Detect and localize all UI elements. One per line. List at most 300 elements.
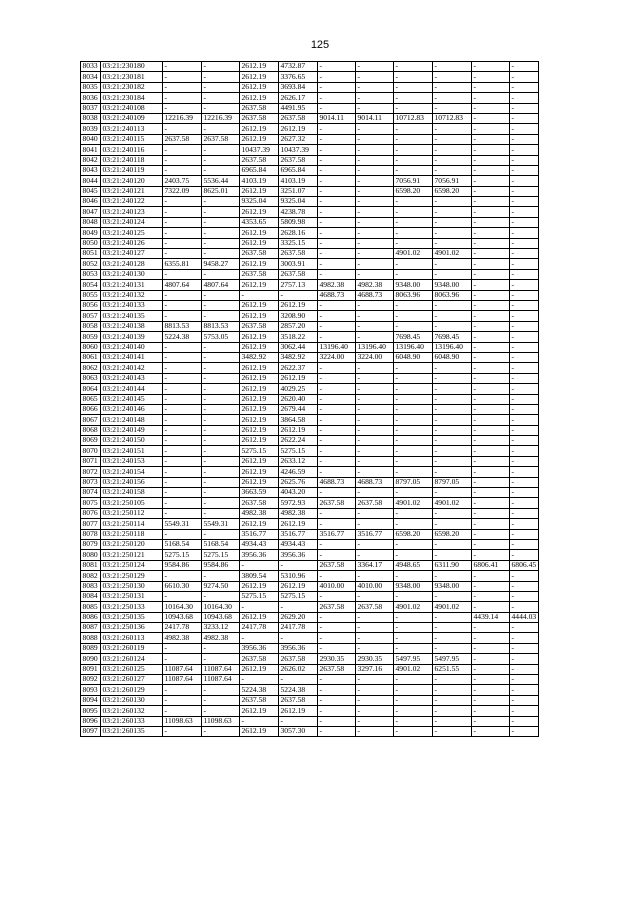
table-cell-c2: - (202, 643, 240, 653)
table-row (81, 519, 539, 529)
table-cell-c2: - (202, 654, 240, 664)
table-cell-id: 8039 (81, 124, 101, 134)
table-cell-c4: - (279, 633, 318, 643)
table-cell-code: 03:21:230180 (101, 62, 163, 72)
table-cell-c10: - (510, 675, 539, 685)
table-cell-c6: 3364.17 (356, 560, 394, 570)
table-cell-c1: - (163, 290, 202, 300)
table-row (81, 695, 539, 705)
table-cell-c6: - (356, 488, 394, 498)
table-cell-c9: - (472, 727, 510, 737)
table-cell-c3: 3482.92 (240, 352, 279, 362)
table-cell-c9: - (472, 550, 510, 560)
table-cell-c1: - (163, 415, 202, 425)
table-cell-c1: - (163, 591, 202, 601)
table-cell-c7: - (394, 311, 433, 321)
table-cell-c9: - (472, 456, 510, 466)
table-cell-c4: 4238.78 (279, 207, 318, 217)
table-cell-c6: 4982.38 (356, 280, 394, 290)
table-cell-c6: - (356, 643, 394, 653)
table-cell-c6: - (356, 238, 394, 248)
table-cell-c7: 10712.83 (394, 113, 433, 123)
table-cell-c7: - (394, 612, 433, 622)
table-cell-c7: - (394, 217, 433, 227)
table-cell-c7: - (394, 623, 433, 633)
table-cell-c1: 4982.38 (163, 633, 202, 643)
table-cell-c8: - (433, 550, 472, 560)
table-cell-c10: - (510, 134, 539, 144)
table-cell-c6: - (356, 186, 394, 196)
table-cell-c5: - (318, 259, 356, 269)
table-cell-c10: - (510, 321, 539, 331)
table-body (81, 62, 539, 737)
table-cell-c8: 4901.02 (433, 602, 472, 612)
table-cell-c4: 3482.92 (279, 352, 318, 362)
table-cell-c10: - (510, 643, 539, 653)
table-cell-c1: - (163, 72, 202, 82)
table-cell-code: 03:21:240133 (101, 300, 163, 310)
table-cell-code: 03:21:240120 (101, 176, 163, 186)
table-cell-c10: - (510, 571, 539, 581)
table-cell-c1: - (163, 488, 202, 498)
table-cell-c7: - (394, 436, 433, 446)
table-cell-c10: - (510, 508, 539, 518)
table-cell-c6: - (356, 321, 394, 331)
table-cell-c7: - (394, 394, 433, 404)
table-cell-c3: 2637.58 (240, 113, 279, 123)
table-cell-c9: - (472, 436, 510, 446)
table-cell-c8: - (433, 508, 472, 518)
table-cell-c3: - (240, 675, 279, 685)
table-cell-c2: 2637.58 (202, 134, 240, 144)
table-cell-c9: - (472, 477, 510, 487)
table-cell-c9: - (472, 519, 510, 529)
table-cell-id: 8072 (81, 467, 101, 477)
table-cell-c5: - (318, 633, 356, 643)
table-cell-c6: - (356, 155, 394, 165)
table-cell-c9: - (472, 664, 510, 674)
table-cell-c10: - (510, 269, 539, 279)
table-cell-c6: - (356, 217, 394, 227)
table-cell-c2: 5536.44 (202, 176, 240, 186)
table-row (81, 300, 539, 310)
table-row (81, 415, 539, 425)
table-cell-c6: - (356, 197, 394, 207)
table-cell-c8: - (433, 300, 472, 310)
table-cell-c1: - (163, 269, 202, 279)
table-cell-id: 8089 (81, 643, 101, 653)
table-cell-c7: - (394, 93, 433, 103)
table-cell-c1: - (163, 508, 202, 518)
table-cell-id: 8054 (81, 280, 101, 290)
table-cell-c7: - (394, 508, 433, 518)
table-cell-c6: - (356, 176, 394, 186)
table-cell-c2: 5753.05 (202, 332, 240, 342)
table-cell-c1: 4807.64 (163, 280, 202, 290)
table-cell-c5: - (318, 124, 356, 134)
table-cell-c2: - (202, 82, 240, 92)
table-cell-c10: - (510, 280, 539, 290)
table-cell-c3: 2637.58 (240, 269, 279, 279)
table-cell-c10: - (510, 654, 539, 664)
table-cell-c8: - (433, 685, 472, 695)
table-cell-c9: - (472, 467, 510, 477)
table-cell-code: 03:21:240154 (101, 467, 163, 477)
table-cell-code: 03:21:240130 (101, 269, 163, 279)
table-cell-c9: - (472, 103, 510, 113)
table-cell-c3: 3516.77 (240, 529, 279, 539)
table-cell-c4: 2612.19 (279, 425, 318, 435)
table-cell-c2: - (202, 145, 240, 155)
table-cell-code: 03:21:250121 (101, 550, 163, 560)
table-cell-c3: 2612.19 (240, 228, 279, 238)
table-cell-c1: - (163, 654, 202, 664)
table-cell-c9: - (472, 124, 510, 134)
table-cell-id: 8084 (81, 591, 101, 601)
table-cell-c4: - (279, 290, 318, 300)
table-cell-c4: 2625.76 (279, 477, 318, 487)
table-cell-c8: - (433, 134, 472, 144)
table-row (81, 280, 539, 290)
table-cell-c10: - (510, 290, 539, 300)
table-cell-c8: 5497.95 (433, 654, 472, 664)
table-cell-c10: - (510, 623, 539, 633)
table-cell-c8: - (433, 539, 472, 549)
table-cell-c10: - (510, 477, 539, 487)
table-cell-c1: 5549.31 (163, 519, 202, 529)
table-cell-c8: 4901.02 (433, 498, 472, 508)
table-cell-c6: - (356, 332, 394, 342)
table-cell-c7: 9348.00 (394, 280, 433, 290)
table-cell-c10: - (510, 145, 539, 155)
table-cell-c8: - (433, 363, 472, 373)
table-cell-id: 8046 (81, 197, 101, 207)
table-cell-c1: - (163, 706, 202, 716)
table-cell-code: 03:21:250118 (101, 529, 163, 539)
table-cell-c2: - (202, 373, 240, 383)
table-cell-c5: - (318, 539, 356, 549)
table-cell-c7: - (394, 269, 433, 279)
table-cell-id: 8040 (81, 134, 101, 144)
table-cell-c8: - (433, 623, 472, 633)
table-cell-code: 03:21:260132 (101, 706, 163, 716)
table-cell-c10: - (510, 62, 539, 72)
table-cell-c9: - (472, 508, 510, 518)
table-row (81, 373, 539, 383)
table-cell-id: 8096 (81, 716, 101, 726)
table-cell-c5: 4982.38 (318, 280, 356, 290)
table-cell-c9: - (472, 716, 510, 726)
table-row (81, 207, 539, 217)
table-cell-c7: - (394, 591, 433, 601)
table-cell-c9: - (472, 602, 510, 612)
table-cell-c1: - (163, 238, 202, 248)
table-cell-c3: 2612.19 (240, 311, 279, 321)
table-cell-c9: - (472, 113, 510, 123)
table-cell-c4: 10437.39 (279, 145, 318, 155)
table-cell-c4: 3251.07 (279, 186, 318, 196)
table-cell-c8: - (433, 124, 472, 134)
table-cell-id: 8082 (81, 571, 101, 581)
table-cell-c4: 2622.24 (279, 436, 318, 446)
table-cell-c1: - (163, 643, 202, 653)
table-cell-c6: - (356, 571, 394, 581)
table-cell-c1: 5168.54 (163, 539, 202, 549)
table-cell-id: 8063 (81, 373, 101, 383)
table-row (81, 436, 539, 446)
table-cell-c2: - (202, 311, 240, 321)
table-cell-c6: - (356, 633, 394, 643)
table-cell-c5: 2930.35 (318, 654, 356, 664)
table-cell-c4: 3516.77 (279, 529, 318, 539)
table-cell-c8: - (433, 446, 472, 456)
table-cell-c8: - (433, 425, 472, 435)
table-cell-c4: 4103.19 (279, 176, 318, 186)
table-cell-c1: 6610.30 (163, 581, 202, 591)
table-cell-c2: - (202, 425, 240, 435)
table-cell-c2: - (202, 155, 240, 165)
table-cell-c1: - (163, 228, 202, 238)
table-cell-c8: - (433, 145, 472, 155)
table-cell-c2: - (202, 300, 240, 310)
table-cell-c9: - (472, 228, 510, 238)
table-cell-c1: 2637.58 (163, 134, 202, 144)
table-cell-c7: - (394, 72, 433, 82)
table-cell-c2: - (202, 446, 240, 456)
table-cell-c10: - (510, 176, 539, 186)
table-row (81, 134, 539, 144)
table-cell-c8: 7698.45 (433, 332, 472, 342)
table-cell-c7: - (394, 321, 433, 331)
table-cell-c4: - (279, 675, 318, 685)
table-cell-code: 03:21:260119 (101, 643, 163, 653)
table-cell-c6: 13196.40 (356, 342, 394, 352)
table-cell-c7: - (394, 706, 433, 716)
table-row (81, 197, 539, 207)
table-row (81, 685, 539, 695)
table-cell-c7: 8063.96 (394, 290, 433, 300)
table-cell-c1: - (163, 207, 202, 217)
table-row (81, 508, 539, 518)
table-cell-code: 03:21:240116 (101, 145, 163, 155)
table-cell-c1: - (163, 352, 202, 362)
table-cell-c8: 10712.83 (433, 113, 472, 123)
table-cell-c9: - (472, 706, 510, 716)
table-cell-code: 03:21:240150 (101, 436, 163, 446)
table-cell-c2: 4982.38 (202, 633, 240, 643)
table-cell-c9: - (472, 539, 510, 549)
table-cell-c3: 2612.19 (240, 363, 279, 373)
table-cell-id: 8051 (81, 249, 101, 259)
table-cell-c5: - (318, 155, 356, 165)
table-cell-id: 8081 (81, 560, 101, 570)
table-cell-c3: 2612.19 (240, 394, 279, 404)
table-row (81, 581, 539, 591)
table-row (81, 384, 539, 394)
table-cell-c3: - (240, 560, 279, 570)
table-cell-id: 8087 (81, 623, 101, 633)
table-cell-c1: - (163, 311, 202, 321)
table-cell-c9: - (472, 342, 510, 352)
table-cell-code: 03:21:250136 (101, 623, 163, 633)
table-cell-code: 03:21:250124 (101, 560, 163, 570)
table-cell-c2: 11087.64 (202, 664, 240, 674)
table-cell-c7: - (394, 300, 433, 310)
table-cell-c10: - (510, 467, 539, 477)
table-cell-c5: - (318, 415, 356, 425)
table-cell-c9: - (472, 249, 510, 259)
table-row (81, 477, 539, 487)
table-cell-c5: - (318, 228, 356, 238)
table-cell-c8: - (433, 467, 472, 477)
table-cell-code: 03:21:240127 (101, 249, 163, 259)
table-cell-id: 8094 (81, 695, 101, 705)
table-cell-c5: - (318, 384, 356, 394)
table-cell-c1: 11098.63 (163, 716, 202, 726)
table-cell-c7: - (394, 727, 433, 737)
table-cell-c8: - (433, 311, 472, 321)
table-cell-c6: - (356, 685, 394, 695)
table-cell-c8: - (433, 384, 472, 394)
table-cell-c5: - (318, 145, 356, 155)
table-row (81, 145, 539, 155)
table-cell-c7: 6598.20 (394, 186, 433, 196)
table-cell-c4: 3518.22 (279, 332, 318, 342)
table-cell-c1: 12216.39 (163, 113, 202, 123)
table-cell-c1: - (163, 498, 202, 508)
table-cell-c8: - (433, 62, 472, 72)
table-cell-code: 03:21:230184 (101, 93, 163, 103)
table-cell-c7: - (394, 155, 433, 165)
table-cell-c1: - (163, 93, 202, 103)
table-cell-c3: - (240, 602, 279, 612)
table-cell-c4: 3693.84 (279, 82, 318, 92)
table-cell-c5: - (318, 197, 356, 207)
table-cell-c3: 2612.19 (240, 404, 279, 414)
table-cell-c10: - (510, 529, 539, 539)
table-cell-c9: - (472, 93, 510, 103)
table-cell-id: 8050 (81, 238, 101, 248)
table-cell-c5: - (318, 165, 356, 175)
table-cell-c9: - (472, 238, 510, 248)
table-cell-c4: 2417.78 (279, 623, 318, 633)
table-cell-c1: - (163, 404, 202, 414)
table-row (81, 560, 539, 570)
table-cell-c5: - (318, 519, 356, 529)
table-cell-c5: - (318, 103, 356, 113)
table-cell-code: 03:21:240148 (101, 415, 163, 425)
table-cell-c8: 6598.20 (433, 529, 472, 539)
table-cell-c5: - (318, 72, 356, 82)
table-cell-c9: - (472, 591, 510, 601)
table-cell-c6: 2930.35 (356, 654, 394, 664)
table-cell-c3: 2637.58 (240, 654, 279, 664)
table-cell-c9: - (472, 675, 510, 685)
table-cell-c6: 2637.58 (356, 602, 394, 612)
table-cell-c5: - (318, 550, 356, 560)
table-cell-c9: - (472, 695, 510, 705)
table-cell-code: 03:21:260125 (101, 664, 163, 674)
table-cell-c1: - (163, 571, 202, 581)
table-cell-c2: - (202, 93, 240, 103)
table-cell-c6: - (356, 727, 394, 737)
table-cell-c10: - (510, 436, 539, 446)
table-cell-c2: 11087.64 (202, 675, 240, 685)
table-cell-c3: 2612.19 (240, 425, 279, 435)
table-cell-c2: - (202, 249, 240, 259)
table-cell-code: 03:21:250114 (101, 519, 163, 529)
table-cell-c5: - (318, 186, 356, 196)
table-cell-c5: 9014.11 (318, 113, 356, 123)
table-cell-c4: 3057.30 (279, 727, 318, 737)
table-cell-c5: - (318, 643, 356, 653)
table-cell-c10: - (510, 93, 539, 103)
table-cell-c5: - (318, 727, 356, 737)
table-cell-id: 8086 (81, 612, 101, 622)
table-cell-code: 03:21:260135 (101, 727, 163, 737)
table-row (81, 176, 539, 186)
table-cell-c9: - (472, 197, 510, 207)
table-cell-code: 03:21:250133 (101, 602, 163, 612)
table-cell-c2: - (202, 477, 240, 487)
table-cell-c7: - (394, 415, 433, 425)
table-cell-c6: - (356, 82, 394, 92)
table-cell-c5: - (318, 706, 356, 716)
table-cell-c2: - (202, 591, 240, 601)
table-cell-code: 03:21:240122 (101, 197, 163, 207)
table-cell-c2: 5549.31 (202, 519, 240, 529)
table-cell-c7: - (394, 695, 433, 705)
table-row (81, 82, 539, 92)
table-cell-c6: - (356, 550, 394, 560)
table-cell-code: 03:21:260124 (101, 654, 163, 664)
table-row (81, 103, 539, 113)
table-cell-c5: - (318, 488, 356, 498)
table-cell-c10: - (510, 591, 539, 601)
table-cell-c5: - (318, 425, 356, 435)
table-cell-c5: - (318, 623, 356, 633)
table-cell-c5: - (318, 571, 356, 581)
table-row (81, 633, 539, 643)
table-cell-code: 03:21:240144 (101, 384, 163, 394)
table-cell-c2: 11098.63 (202, 716, 240, 726)
table-cell-c6: - (356, 436, 394, 446)
table-cell-id: 8038 (81, 113, 101, 123)
table-cell-c9: - (472, 498, 510, 508)
table-cell-c8: 6311.90 (433, 560, 472, 570)
table-cell-id: 8065 (81, 394, 101, 404)
table-cell-c3: 2637.58 (240, 103, 279, 113)
table-cell-c4: 2679.44 (279, 404, 318, 414)
table-row (81, 238, 539, 248)
table-cell-c3: 2612.19 (240, 467, 279, 477)
table-cell-id: 8097 (81, 727, 101, 737)
table-row (81, 62, 539, 72)
table-cell-code: 03:21:240132 (101, 290, 163, 300)
table-cell-c1: 6355.81 (163, 259, 202, 269)
table-cell-c8: - (433, 591, 472, 601)
table-cell-c2: - (202, 290, 240, 300)
table-cell-c8: - (433, 394, 472, 404)
table-cell-code: 03:21:240158 (101, 488, 163, 498)
table-cell-c5: - (318, 217, 356, 227)
table-cell-id: 8073 (81, 477, 101, 487)
table-cell-id: 8048 (81, 217, 101, 227)
table-cell-c9: - (472, 404, 510, 414)
table-cell-code: 03:21:240138 (101, 321, 163, 331)
table-cell-c7: 9348.00 (394, 581, 433, 591)
table-cell-c2: 4807.64 (202, 280, 240, 290)
